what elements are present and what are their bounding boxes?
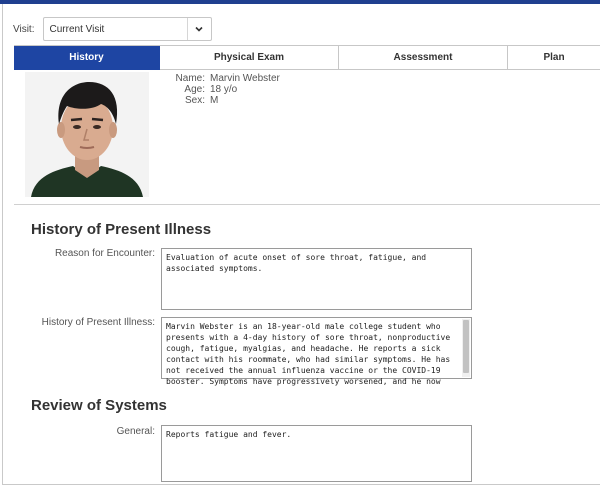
hpi-scroll-thumb[interactable] bbox=[463, 320, 469, 373]
tab-history[interactable]: History bbox=[14, 46, 160, 70]
tab-physical-exam[interactable]: Physical Exam bbox=[160, 46, 339, 70]
hpi-label: History of Present Illness: bbox=[41, 317, 155, 328]
patient-sex: M bbox=[210, 95, 219, 106]
patient-avatar bbox=[25, 72, 149, 197]
ros-section-title: Review of Systems bbox=[31, 397, 167, 414]
tab-plan[interactable]: Plan bbox=[508, 46, 600, 70]
reason-for-encounter-textarea[interactable]: Evaluation of acute onset of sore throat, fatigue, and associated symptoms. bbox=[161, 248, 472, 310]
section-tabs bbox=[14, 45, 600, 69]
general-label: General: bbox=[116, 426, 155, 437]
name-label: Name: bbox=[175, 73, 205, 84]
visit-label: Visit: bbox=[13, 23, 35, 35]
tab-assessment[interactable]: Assessment bbox=[339, 46, 508, 70]
hpi-section-title: History of Present Illness bbox=[31, 221, 212, 238]
patient-name: Marvin Webster bbox=[210, 73, 280, 84]
visit-select[interactable] bbox=[43, 17, 212, 41]
patient-demographics bbox=[163, 73, 280, 106]
visit-select-value: Current Visit bbox=[49, 23, 105, 35]
chevron-down-icon[interactable] bbox=[187, 18, 211, 40]
general-textarea[interactable]: Reports fatigue and fever. bbox=[161, 425, 472, 482]
visit-selector-row bbox=[13, 17, 212, 41]
age-label: Age: bbox=[184, 84, 205, 95]
sex-label: Sex: bbox=[184, 95, 205, 106]
reason-for-encounter-label: Reason for Encounter: bbox=[54, 248, 155, 259]
header-divider bbox=[14, 204, 600, 205]
hpi-textarea[interactable] bbox=[161, 317, 472, 386]
hpi-text: Marvin Webster is an 18-year-old male college student who presents with a 4-day history of sore throat, nonproductive cough, fatigue, myalgias, and headache. He reports a sick contact with his roommate, who had similar symptoms. He has not received the annual influenza vaccine or the COVID-19 booster. Symptoms have progressively worsened, and he now bbox=[166, 322, 451, 386]
patient-age: 18 y/o bbox=[210, 84, 238, 95]
hpi-scrollbar[interactable] bbox=[462, 319, 470, 377]
